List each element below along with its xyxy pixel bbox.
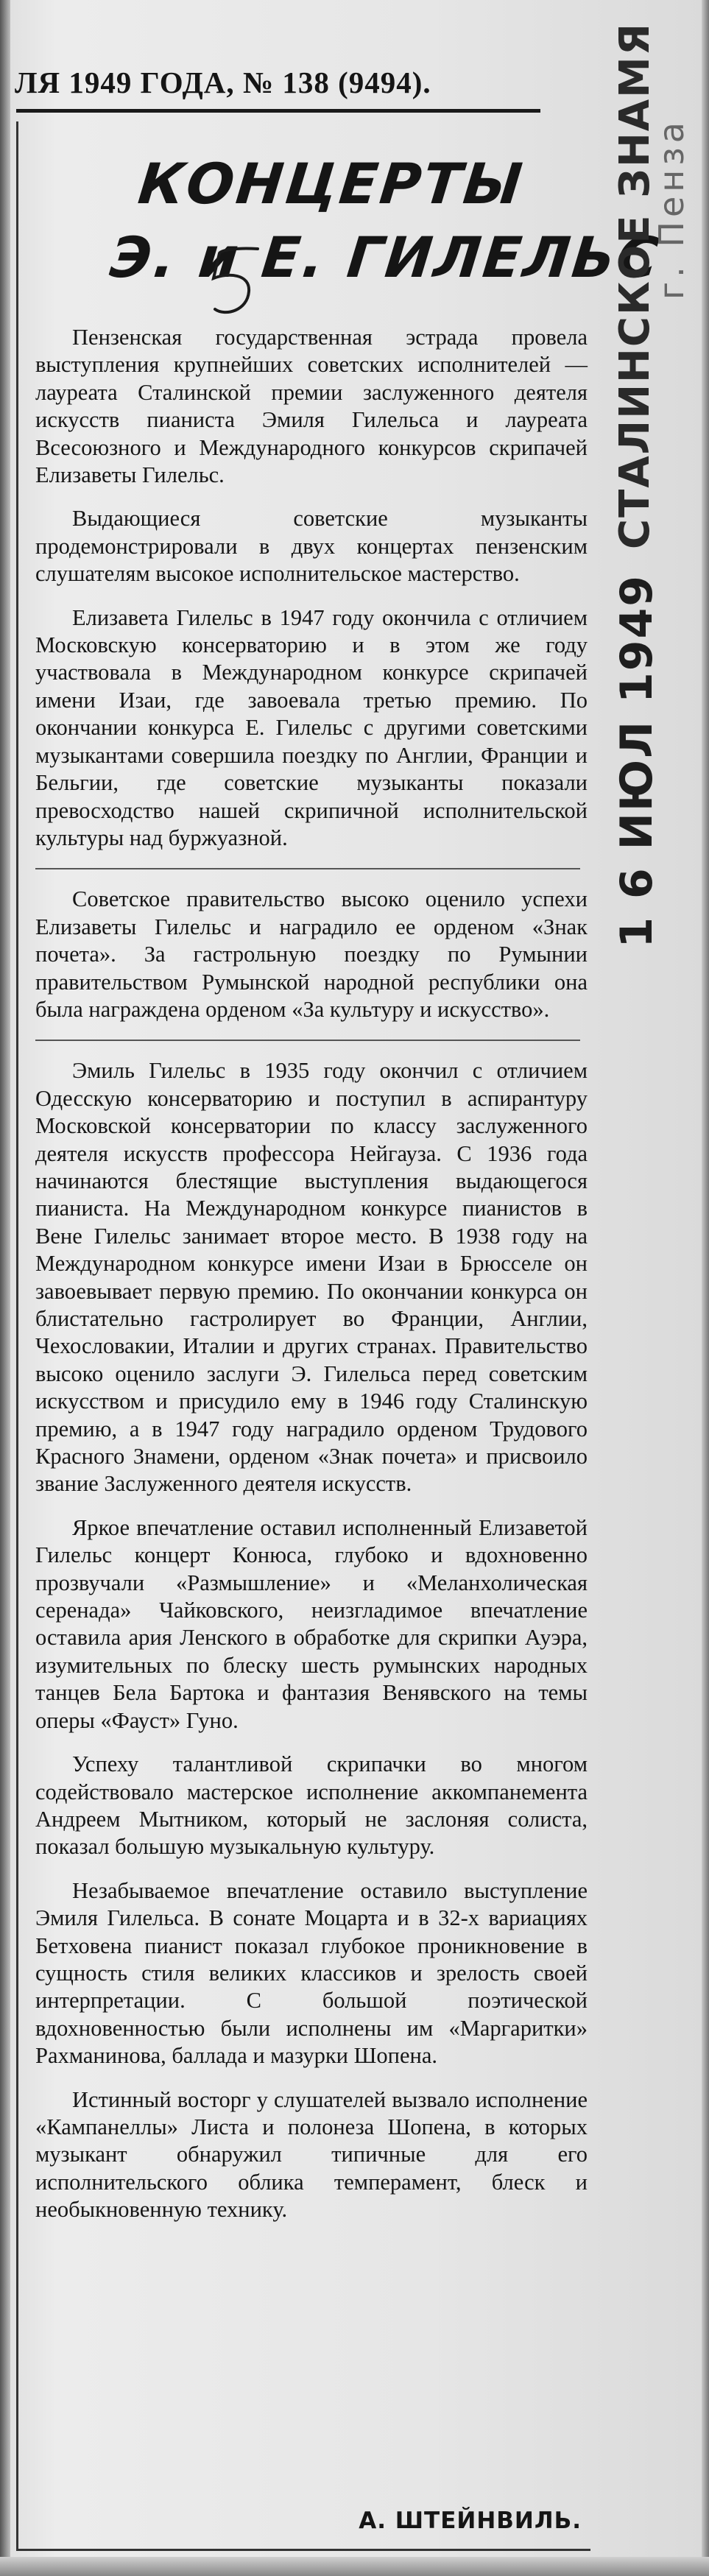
article-title-line2: Э. и Е. ГИЛЕЛЬС	[107, 225, 664, 290]
frame-left-border	[16, 121, 18, 2551]
paragraph-7: Успеху талантливой скрипачки во многом содействовало мастерское исполнение аккомпанемента Андреем Мытником, который не заслоняя солиста, показал большую музыкальную культуру.	[35, 1751, 588, 1860]
article-body	[35, 324, 588, 2240]
paragraph-2: Выдающиеся советские музыканты продемонстрировали в двух концертах пензенским слушателям высокое исполнительское мастерство.	[35, 506, 588, 587]
header-rule	[16, 109, 540, 113]
paragraph-8: Незабываемое впечатление оставило выступление Эмиля Гилельса. В сонате Моцарта и в 32-х вариациях Бетховена пианист показал глубокое проникновение в сущность стиля великих классиков и зрелость своей интерпретации. С большой поэтической вдохновенностью были исполнены им «Маргаритки» Рахманинова, баллада и мазурки Шопена.	[35, 1877, 588, 2069]
date-stamp: 1 6 ИЮЛ 1949	[611, 574, 663, 948]
paragraph-6: Яркое впечатление оставил исполненный Елизаветой Гилельс концерт Конюса, глубоко и вдохновенно прозвучали «Размышление» и «Меланхолическая серенада» Чайковского, неизгладимое впечатление оставила ария Ленского в обработке для скрипки Ауэра, изумительных по блеску шесть румынских народных танцев Бела Бартока и фантазия Венявского на темы оперы «Фауст» Гуно.	[35, 1514, 588, 1733]
article-title-line1: КОНЦЕРТЫ	[135, 151, 528, 216]
city-stamp: г. Пенза	[652, 118, 691, 300]
paragraph-divider	[35, 1040, 580, 1041]
paragraph-5: Эмиль Гилельс в 1935 году окончил с отличием Одесскую консерваторию и поступил в аспирантуру Московской консерватории по классу заслуженного деятеля искусств профессора Нейгауза. С 1936 года начинаются блестящие выступления выдающегося пианиста. На Международном конкурсе пианистов в Вене Гилельс занимает второе место. В 1938 году на Международном конкурсе имени Изаи в Брюсселе он завоевывает первую премию. По окончании конкурса он блистательно гастролирует во Франции, Англии, Чехословакии, Италии и других странах. Правительство высоко оценило заслуги Э. Гилельса перед советским искусством и присудило ему в 1946 году Сталинскую премию, а в 1947 году наградило орденом Трудового Красного Знамени, орденом «Знак почета» и присвоило звание Заслуженного деятеля искусств.	[35, 1058, 588, 1497]
scan-edge-left	[0, 0, 10, 2576]
paragraph-divider	[35, 868, 580, 869]
paragraph-3: Елизавета Гилельс в 1947 году окончила с отличием Московскую консерваторию и в этом же году участвовала в Международном конкурсе скрипачей имени Изаи, где завоевала третью премию. По окончании конкурса Е. Гилельс с другими советскими музыкантами совершила поездку по Англии, Франции и Бельгии, где советские музыканты показали превосходство нашей скрипичной исполнительской культуры над буржуазной.	[35, 604, 588, 850]
scan-edge-bottom	[0, 2557, 709, 2576]
newspaper-stamp: СТАЛИНСКОЕ ЗНАМЯ	[611, 22, 659, 549]
paragraph-4: Советское правительство высоко оценило успехи Елизаветы Гилельс и наградило ее орденом «Знак почета». За гастрольную поездку по Румынии правительством Румынской народной республики она была награждена орденом «За культуру и искусство».	[35, 886, 588, 1022]
issue-header: ЛЯ 1949 ГОДА, № 138 (9494).	[15, 66, 431, 99]
paragraph-1: Пензенская государственная эстрада провела выступления крупнейших советских исполнителей — лауреата Сталинской премии заслуженного деятеля искусств пианиста Эмиля Гилельса и лауреата Всесоюзного и Международного конкурсов скрипачей Елизаветы Гилельс.	[35, 325, 588, 488]
paragraph-9: Истинный восторг у слушателей вызвало исполнение «Кампанеллы» Листа и полонеза Шопена, в которых музыкант обнаружил типичные для его исполнительского облика темперамент, блеск и необыкновенную технику.	[35, 2086, 588, 2223]
author-signature: А. ШТЕЙНВИЛЬ.	[359, 2508, 582, 2534]
handwritten-mark-icon	[206, 243, 272, 324]
frame-bottom-border	[16, 2549, 590, 2551]
scan-edge-right	[702, 0, 709, 2576]
